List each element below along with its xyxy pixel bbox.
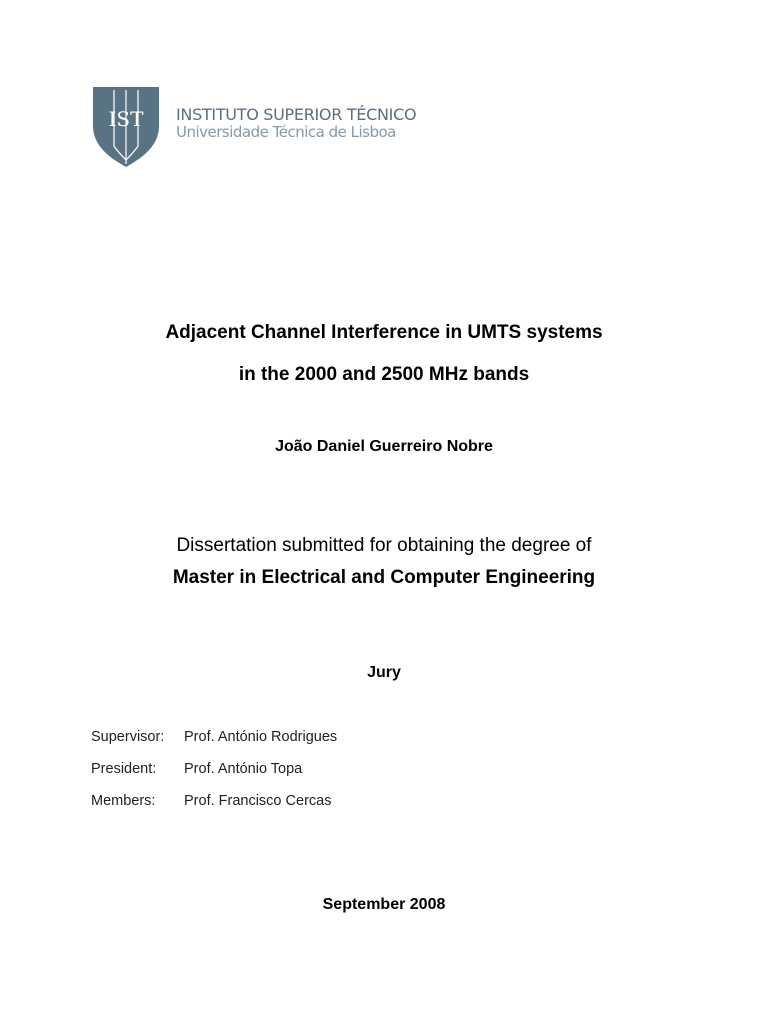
jury-role: President:	[91, 761, 157, 777]
shield-emblem-text: IST	[108, 107, 144, 131]
jury-role: Members:	[91, 793, 156, 809]
institution-text	[176, 106, 416, 141]
jury-role: Supervisor:	[91, 729, 165, 745]
university-name: Universidade Técnica de Lisboa	[176, 123, 396, 141]
jury-member-name: Prof. António Rodrigues	[184, 729, 338, 745]
institution-logo	[92, 86, 432, 170]
author-name: João Daniel Guerreiro Nobre	[275, 438, 493, 455]
jury-row-members	[91, 793, 331, 809]
institution-name: INSTITUTO SUPERIOR TÉCNICO	[176, 105, 417, 124]
submission-date: September 2008	[322, 896, 446, 913]
title-line-1: Adjacent Channel Interference in UMTS systems	[165, 322, 603, 343]
degree-name: Master in Electrical and Computer Engineering	[172, 567, 596, 588]
title-line-2: in the 2000 and 2500 MHz bands	[238, 364, 530, 385]
jury-row-supervisor	[91, 729, 337, 745]
jury-member-name: Prof. Francisco Cercas	[184, 793, 332, 809]
degree-intro: Dissertation submitted for obtaining the degree of	[176, 535, 592, 556]
jury-member-name: Prof. António Topa	[184, 761, 303, 777]
jury-heading: Jury	[367, 664, 401, 681]
jury-row-president	[91, 761, 302, 777]
ist-shield-emblem	[92, 86, 160, 168]
